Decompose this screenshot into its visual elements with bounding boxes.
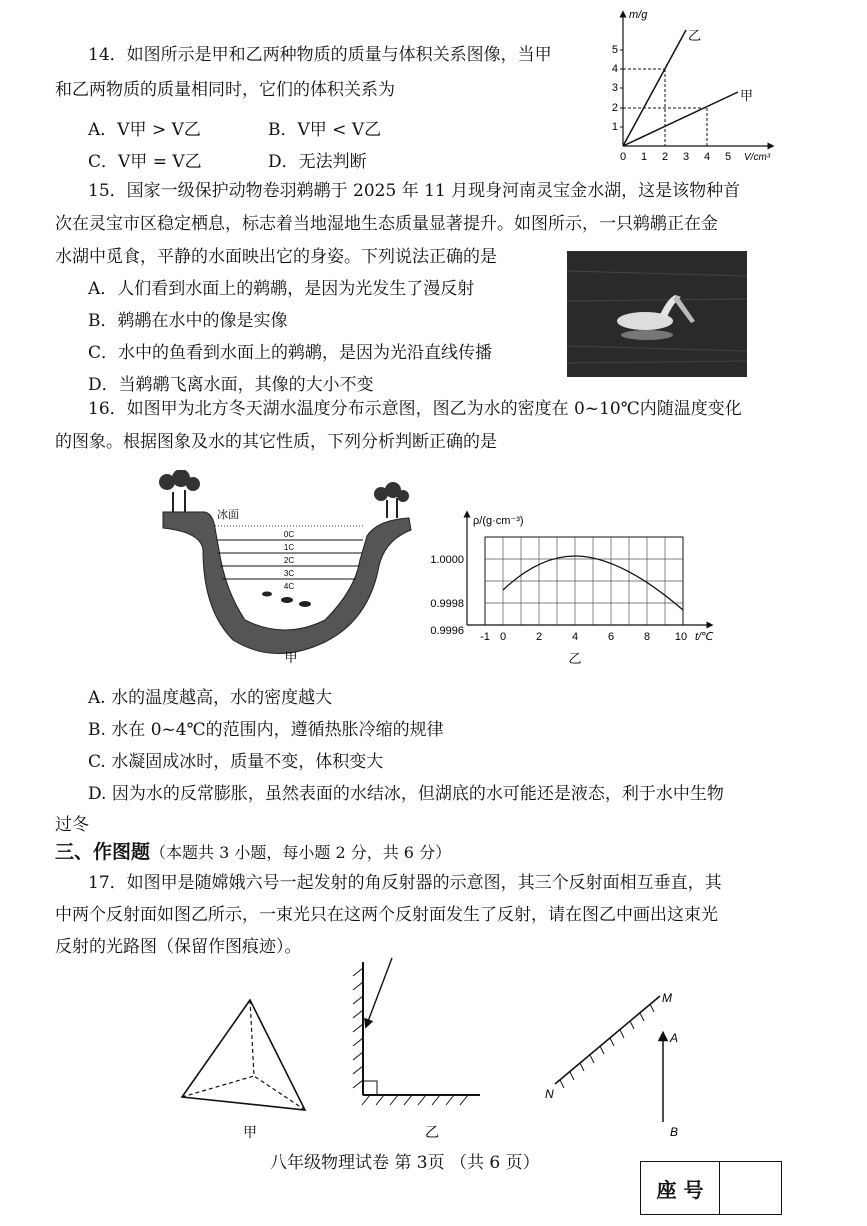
q16-option-c: C. 水凝固成冰时，质量不变，体积变大 xyxy=(88,752,384,772)
seat-label: 座 号 xyxy=(641,1162,720,1214)
q17-line2: 中两个反射面如图乙所示，一束光只在这两个反射面发生了反射，请在图乙中画出这束光 xyxy=(55,905,718,925)
density-temperature-graph xyxy=(420,508,730,668)
layer-label: 4C xyxy=(283,582,295,591)
x-tick: 4 xyxy=(571,631,579,643)
ice-label: 冰面 xyxy=(217,509,239,521)
section-note: （本题共 3 小题，每小题 2 分，共 6 分） xyxy=(150,843,452,862)
pelican-photo xyxy=(567,251,747,377)
q16-option-d-cont: 过冬 xyxy=(55,815,89,835)
x-tick: 0 xyxy=(619,151,627,163)
q15-line3: 水湖中觅食，平静的水面映出它的身姿。下列说法正确的是 xyxy=(55,247,497,267)
label-b: B xyxy=(670,1125,679,1139)
caption-yi: 乙 xyxy=(425,1124,439,1140)
line-yi xyxy=(623,30,686,146)
layer-label: 2C xyxy=(283,556,295,565)
q15-line1: 15．国家一级保护动物卷羽鹈鹕于 2025 年 11 月现身河南灵宝金水湖，这是该物种首 xyxy=(88,181,741,201)
q14-option-d: D．无法判断 xyxy=(268,152,367,172)
section-title-row xyxy=(55,841,451,864)
layer-label: 3C xyxy=(283,569,295,578)
tree-icon xyxy=(374,482,409,518)
graph-caption: 乙 xyxy=(568,651,582,666)
layer-label: 0C xyxy=(283,530,295,539)
label-n: N xyxy=(545,1087,554,1101)
y-axis-label: ρ/(g·cm⁻³) xyxy=(473,515,524,527)
x-tick: 0 xyxy=(499,631,507,643)
x-tick: 1 xyxy=(640,151,648,163)
lake-caption: 甲 xyxy=(284,650,298,665)
q17-line3: 反射的光路图（保留作图痕迹）。 xyxy=(55,937,302,957)
y-tick: 3 xyxy=(611,82,618,94)
mass-volume-graph xyxy=(606,2,796,172)
x-tick: 3 xyxy=(682,151,690,163)
x-tick: -1 xyxy=(480,631,490,643)
label-m: M xyxy=(662,991,672,1005)
q16-option-b: B. 水在 0~4℃的范围内，遵循热胀冷缩的规律 xyxy=(88,720,444,740)
x-tick: 8 xyxy=(643,631,651,643)
q16-option-d: D. 因为水的反常膨胀，虽然表面的水结冰，但湖底的水可能还是液态，利于水中生物 xyxy=(88,784,724,804)
label-jia: 甲 xyxy=(740,88,754,103)
page-footer: 八年级物理试卷 第 3页 （共 6 页） xyxy=(270,1153,540,1173)
x-tick: 10 xyxy=(674,631,688,643)
corner-reflector-figure xyxy=(182,1000,305,1110)
seat-number-field[interactable] xyxy=(720,1162,781,1214)
q14-line1: 14．如图所示是甲和乙两种物质的质量与体积关系图像，当甲 xyxy=(88,45,552,65)
x-tick: 5 xyxy=(724,151,732,163)
q15-option-a: A．人们看到水面上的鹈鹕，是因为光发生了漫反射 xyxy=(88,279,475,299)
q15-option-b: B．鹈鹕在水中的像是实像 xyxy=(88,311,288,331)
q16-option-a: A. 水的温度越高，水的密度越大 xyxy=(88,688,333,708)
y-tick: 5 xyxy=(611,44,618,56)
q15-option-d: D．当鹈鹕飞离水面，其像的大小不变 xyxy=(88,375,374,395)
seat-number-box xyxy=(640,1161,782,1215)
layer-label: 1C xyxy=(283,543,295,552)
reflector-figures xyxy=(170,952,700,1147)
two-mirror-figure xyxy=(353,958,480,1105)
caption-jia: 甲 xyxy=(243,1124,257,1140)
q14-option-b: B．V甲 < V乙 xyxy=(268,120,382,140)
q16-line2: 的图象。根据图象及水的其它性质，下列分析判断正确的是 xyxy=(55,432,497,452)
x-tick: 2 xyxy=(661,151,669,163)
fish-icon xyxy=(262,592,311,608)
q14-line2: 和乙两物质的质量相同时，它们的体积关系为 xyxy=(55,80,395,100)
y-tick: 1.0000 xyxy=(430,554,464,566)
tree-icon xyxy=(159,470,200,512)
y-tick: 1 xyxy=(611,121,618,133)
q14-option-c: C．V甲 = V乙 xyxy=(88,152,202,172)
x-tick: 6 xyxy=(607,631,615,643)
section-title: 三、作图题 xyxy=(55,841,151,863)
y-axis-label: m/g xyxy=(629,9,648,21)
label-a: A xyxy=(670,1031,679,1045)
incident-light-ray xyxy=(367,958,392,1024)
y-tick: 2 xyxy=(611,102,618,114)
x-axis-label: t/℃ xyxy=(695,631,714,643)
y-tick: 0.9996 xyxy=(430,625,464,637)
q17-line1: 17．如图甲是随嫦娥六号一起发射的角反射器的示意图，其三个反射面相互垂直，其 xyxy=(88,873,722,893)
lake-temperature-diagram xyxy=(155,470,415,670)
x-tick: 4 xyxy=(703,151,711,163)
y-tick: 4 xyxy=(611,63,618,75)
label-yi: 乙 xyxy=(688,28,702,43)
q16-line1: 16．如图甲为北方冬天湖水温度分布示意图，图乙为水的密度在 0~10℃内随温度变化 xyxy=(88,399,742,419)
line-jia xyxy=(623,92,738,146)
x-tick: 2 xyxy=(535,631,543,643)
q15-line2: 次在灵宝市区稳定栖息，标志着当地湿地生态质量显著提升。如图所示，一只鹈鹕正在金 xyxy=(55,214,718,234)
x-axis-label: V/cm³ xyxy=(744,152,771,163)
plane-mirror-mn xyxy=(555,996,660,1088)
q14-option-a: A．V甲 > V乙 xyxy=(88,120,201,140)
q15-option-c: C．水中的鱼看到水面上的鹈鹕，是因为光沿直线传播 xyxy=(88,343,493,363)
y-tick: 0.9998 xyxy=(430,598,464,610)
